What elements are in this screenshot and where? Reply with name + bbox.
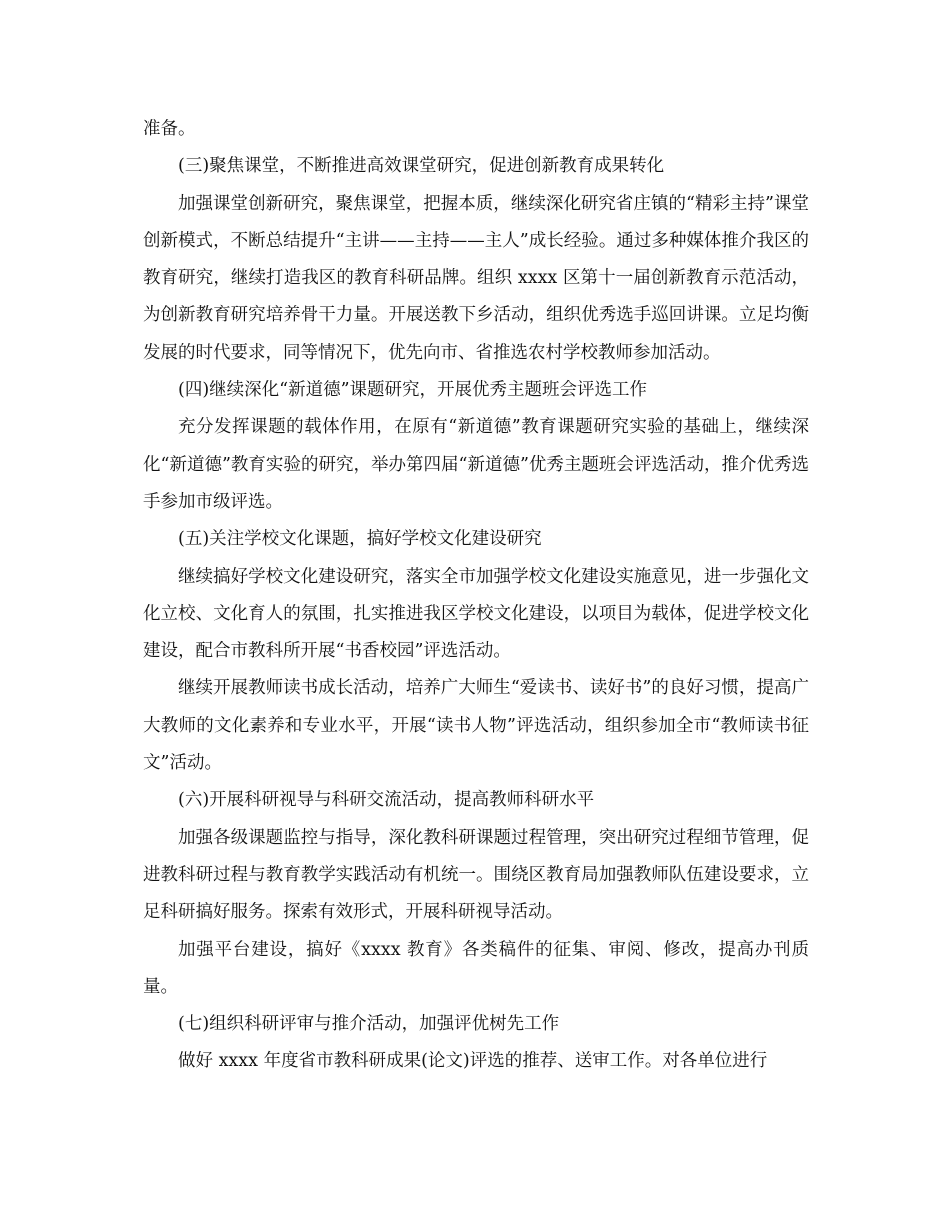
section-heading-6: (六)开展科研视导与科研交流活动，提高教师科研水平 bbox=[178, 790, 595, 811]
paragraph: 继续搞好学校文化建设研究，落实全市加强学校文化建设实施意见，进一步强化文化立校、文化育人的氛围，扎实推进我区学校文化建设，以项目为载体，促进学校文化建设，配合市教科所开展“书香校园”评选活动。 bbox=[143, 566, 809, 662]
section-heading-5: (五)关注学校文化课题，搞好学校文化建设研究 bbox=[178, 529, 542, 550]
document-body bbox=[143, 111, 809, 1081]
paragraph: 加强各级课题监控与指导，深化教科研课题过程管理，突出研究过程细节管理，促进教科研过程与教育教学实践活动有机统一。围绕区教育局加强教师队伍建设要求，立足科研搞好服务。探索有效形式，开展科研视导活动。 bbox=[143, 827, 809, 923]
paragraph: 加强课堂创新研究，聚焦课堂，把握本质，继续深化研究省庄镇的“精彩主持”课堂创新模式，不断总结提升“主讲——主持——主人”成长经验。通过多种媒体推介我区的教育研究，继续打造我区的教育科研品牌。组织 xxxx 区第十一届创新教育示范活动，为创新教育研究培养骨干力量。开展送教下乡活动，组织优秀选手巡回讲课。立足均衡发展的时代要求，同等情况下，优先向市、省推选农村学校教师参加活动。 bbox=[143, 193, 809, 363]
paragraph: 加强平台建设，搞好《xxxx 教育》各类稿件的征集、审阅、修改，提高办刊质量。 bbox=[143, 939, 809, 997]
section-heading-7: (七)组织科研评审与推介活动，加强评优树先工作 bbox=[178, 1014, 560, 1035]
paragraph: 充分发挥课题的载体作用，在原有“新道德”教育课题研究实验的基础上，继续深化“新道德”教育实验的研究，举办第四届“新道德”优秀主题班会评选活动，推介优秀选手参加市级评选。 bbox=[143, 417, 809, 512]
section-heading-4: (四)继续深化“新道德”课题研究，开展优秀主题班会评选工作 bbox=[178, 380, 648, 401]
paragraph-continuation: 准备。 bbox=[143, 119, 196, 139]
paragraph: 继续开展教师读书成长活动，培养广大师生“爱读书、读好书”的良好习惯，提高广大教师的文化素养和专业水平，开展“读书人物”评选活动，组织参加全市“教师读书征文”活动。 bbox=[143, 678, 809, 774]
paragraph: 做好 xxxx 年度省市教科研成果(论文)评选的推荐、送审工作。对各单位进行 bbox=[178, 1051, 768, 1072]
section-heading-3: (三)聚焦课堂，不断推进高效课堂研究，促进创新教育成果转化 bbox=[178, 156, 665, 177]
